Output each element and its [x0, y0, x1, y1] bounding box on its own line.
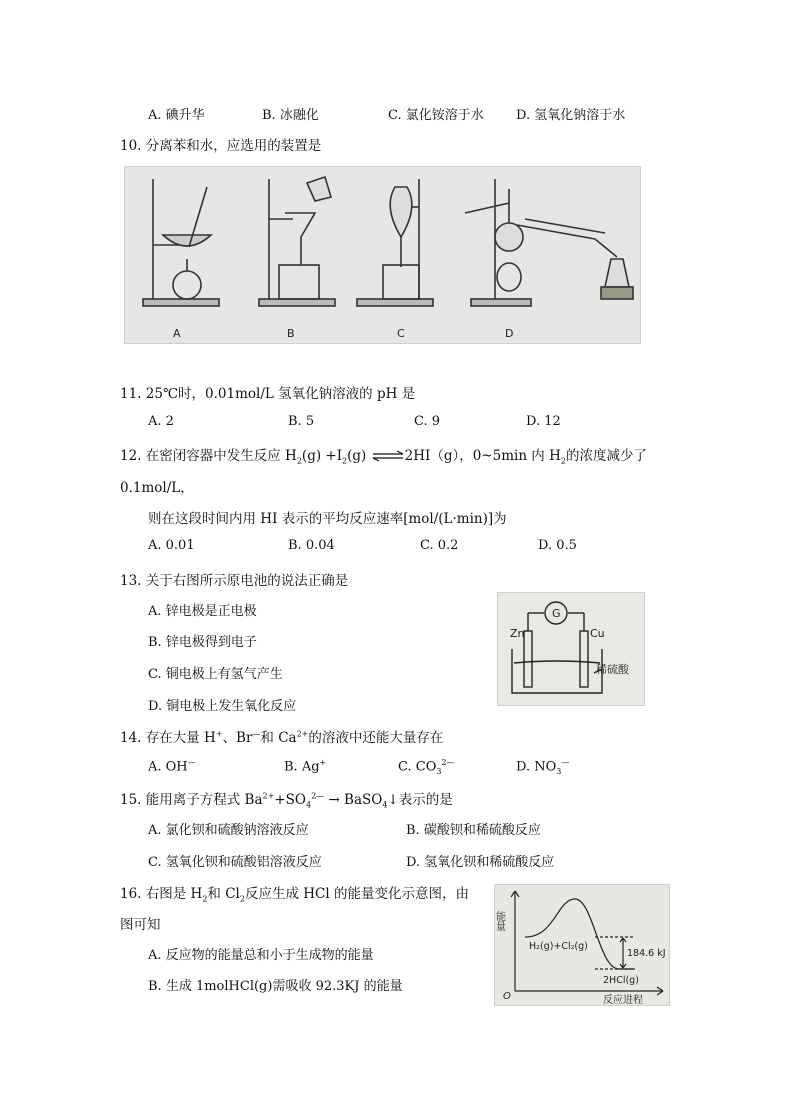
galvanometer-label: G [552, 607, 561, 620]
q13-option-c: C. 铜电极上有氢气产生 [148, 667, 283, 682]
reversible-arrow-icon [371, 449, 405, 465]
progress-axis-label: 反应进程 [603, 995, 643, 1006]
q13-option-a: A. 锌电极是正电极 [148, 604, 257, 619]
reactants-label: H₂(g)+Cl₂(g) [529, 941, 588, 952]
q10-stem: 10. 分离苯和水，应选用的装置是 [120, 138, 322, 154]
products-label: 2HCl(g) [603, 975, 639, 986]
q12-line2: 0.1mol/L， [120, 480, 194, 496]
q13-stem: 13. 关于右图所示原电池的说法正确是 [120, 573, 349, 589]
q12-line3: 则在这段时间内用 HI 表示的平均反应速率[mol/(L·min)]为 [148, 511, 507, 527]
q12-option-a: A. 0.01 [148, 538, 195, 553]
q14-option-a: A. OH— [148, 758, 196, 775]
q14-stem: 14. 存在大量 H+、Br—和 $Ca^{2+}$的溶液中还能大量存在 [120, 729, 444, 746]
apparatus-drawing [125, 167, 640, 343]
energy-diagram-figure [494, 884, 670, 1006]
q13-option-d: D. 铜电极上发生氧化反应 [148, 699, 297, 714]
q14-option-b: B. Ag+ [284, 758, 327, 775]
q15-option-c: C. 氢氧化钡和硫酸铝溶液反应 [148, 855, 322, 870]
q9-option-b: B. 冰融化 [262, 108, 319, 123]
galvanic-cell-drawing [498, 593, 644, 705]
q16-line2: 图可知 [120, 917, 161, 933]
q15-option-a: A. 氯化钡和硫酸钠溶液反应 [148, 823, 309, 838]
q9-option-d: D. 氢氧化钠溶于水 [516, 108, 626, 123]
q15-option-b: B. 碳酸钡和稀硫酸反应 [406, 823, 541, 838]
q10-apparatus-figure [124, 166, 641, 344]
origin-label: O [503, 991, 511, 1002]
galvanic-cell-figure [497, 592, 645, 706]
q12-stem: 12. 在密闭容器中发生反应 $H_2(g) +I_2(g)$ 2HI（g），0~5min 内 $H_2$的浓度减少了 [120, 448, 647, 466]
q9-option-c: C. 氯化铵溶于水 [388, 108, 484, 123]
zn-label: Zn [510, 627, 525, 640]
q16-stem: 16. 右图是 $H_2$和 $Cl_2$反应生成 HCl 的能量变化示意图，由 [120, 886, 469, 904]
figure-label-b: B [287, 327, 295, 340]
figure-label-d: D [505, 327, 514, 340]
energy-axis-label: 能量 [493, 911, 505, 931]
q16-option-a: A. 反应物的能量总和小于生成物的能量 [148, 948, 374, 963]
q11-option-d: D. 12 [526, 414, 561, 429]
q12-option-b: B. 0.04 [288, 538, 335, 553]
q13-option-b: B. 锌电极得到电子 [148, 635, 257, 650]
q15-option-d: D. 氢氧化钡和稀硫酸反应 [406, 855, 555, 870]
q15-stem: 15. 能用离子方程式 $Ba^{2+}+SO_4^{2—}$ → BaSO$_4$↓表示的是 [120, 791, 453, 810]
delta-h-label: 184.6 kJ [627, 948, 666, 959]
figure-label-a: A [173, 327, 181, 340]
q11-option-b: B. 5 [288, 414, 315, 429]
q12-option-c: C. 0.2 [420, 538, 459, 553]
energy-diagram-drawing [495, 885, 669, 1005]
acid-label: 稀硫酸 [596, 663, 629, 676]
q11-option-c: C. 9 [414, 414, 441, 429]
q14-option-c: C. $CO_3^{2—}$ [398, 758, 455, 776]
q11-stem: 11. 25℃时，0.01mol/L 氢氧化钠溶液的 pH 是 [120, 386, 416, 402]
q11-option-a: A. 2 [148, 414, 174, 429]
figure-label-c: C [397, 327, 405, 340]
q14-option-d: D. $NO_3^—$ [516, 758, 570, 776]
q16-option-b: B. 生成 1molHCl(g)需吸收 92.3KJ 的能量 [148, 979, 403, 994]
cu-label: Cu [590, 627, 605, 640]
q9-option-a: A. 碘升华 [148, 108, 205, 123]
q12-option-d: D. 0.5 [538, 538, 577, 553]
